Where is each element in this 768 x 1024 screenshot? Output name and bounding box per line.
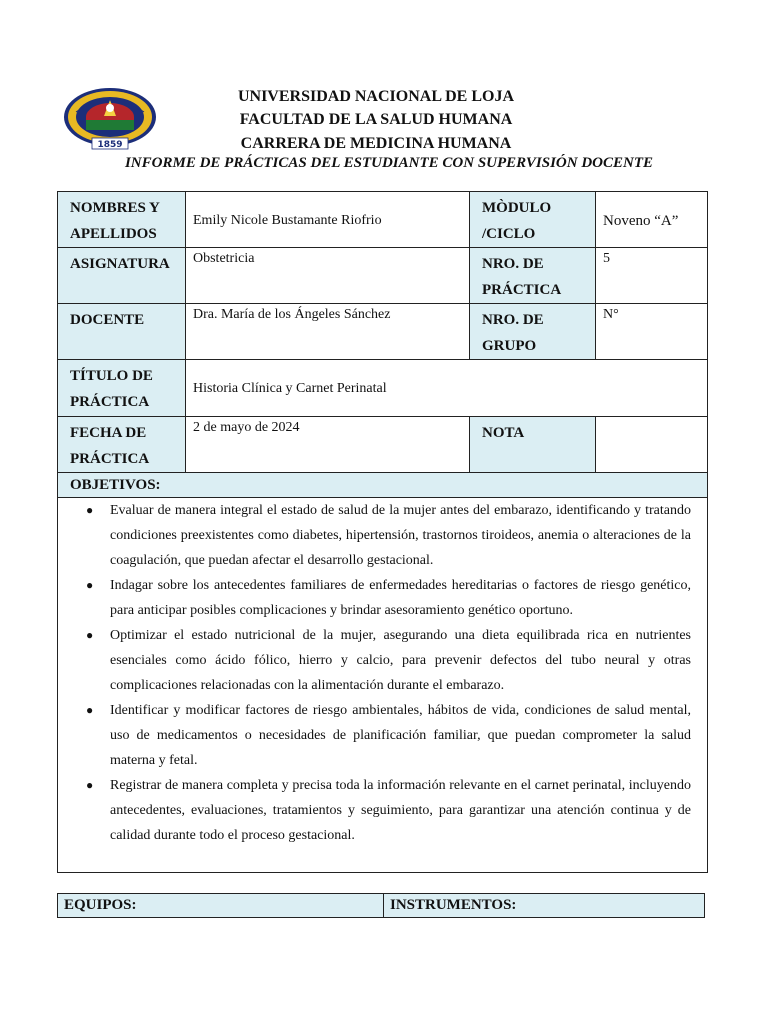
career-name: CARRERA DE MEDICINA HUMANA	[240, 135, 512, 152]
report-title: INFORME DE PRÁCTICAS DEL ESTUDIANTE CON SUPERVISIÓN DOCENTE	[124, 155, 654, 171]
subject-value: Obstetricia	[186, 248, 470, 304]
group-number-value: N°	[596, 304, 708, 360]
practice-title-label: TÍTULO DE PRÁCTICA	[58, 360, 186, 417]
bullet-icon: ●	[86, 703, 94, 717]
objectives-list	[58, 498, 707, 872]
practice-title-value: Historia Clínica y Carnet Perinatal	[186, 360, 708, 417]
university-name: UNIVERSIDAD NACIONAL DE LOJA	[237, 88, 515, 105]
equipment-label: EQUIPOS:	[58, 894, 384, 918]
faculty-name: FACULTAD DE LA SALUD HUMANA	[239, 111, 513, 128]
objective-item: ● Identificar y modificar factores de riesgo ambientales, hábitos de vida, condiciones de salud mental, uso de medicamentos o necesidades de planificación familiar, que puedan comprometer la salud materna y fetal.	[86, 698, 691, 773]
subject-label: ASIGNATURA	[58, 248, 186, 304]
objective-item: ● Optimizar el estado nutricional de la mujer, asegurando una dieta equilibrada rica en nutrientes esenciales como ácido fólico, hierro y calcio, para prevenir defectos del tubo neural y otras complicaciones relacionadas con la alimentación durante el embarazo.	[86, 623, 691, 698]
bullet-icon: ●	[86, 578, 94, 592]
group-number-label: NRO. DE GRUPO	[470, 304, 596, 360]
practice-date-label: FECHA DE PRÁCTICA	[58, 417, 186, 473]
objective-item: ● Evaluar de manera integral el estado de salud de la mujer antes del embarazo, identificando y tratando condiciones preexistentes como diabetes, hipertensión, trastornos tiroideos, anemia o alteraciones de la coagulación, que puedan afectar el desarrollo gestacional.	[86, 498, 691, 573]
grade-label: NOTA	[470, 417, 596, 473]
logo-year: 1859	[97, 140, 123, 150]
objective-item: ● Registrar de manera completa y precisa toda la información relevante en el carnet perinatal, incluyendo antecedentes, evaluaciones, tratamientos y seguimiento, para garantizar una atención continua y de calidad durante todo el proceso gestacional.	[86, 773, 691, 848]
practice-number-label: NRO. DE PRÁCTICA	[470, 248, 596, 304]
names-label: NOMBRES Y APELLIDOS	[58, 192, 186, 248]
practice-date-value: 2 de mayo de 2024	[186, 417, 470, 473]
bullet-icon: ●	[86, 778, 94, 792]
practice-info-table	[57, 191, 708, 873]
module-label: MÒDULO /CICLO	[470, 192, 596, 248]
objectives-cell	[58, 498, 708, 873]
resources-table	[57, 893, 705, 918]
names-value: Emily Nicole Bustamante Riofrio	[186, 192, 470, 248]
practice-number-value: 5	[596, 248, 708, 304]
grade-value	[596, 417, 708, 473]
bullet-icon: ●	[86, 503, 94, 517]
module-value: Noveno “A”	[596, 192, 708, 248]
objective-item: ● Indagar sobre los antecedentes familiares de enfermedades hereditarias o factores de riesgo genético, para anticipar posibles complicaciones y brindar asesoramiento genético oportuno.	[86, 573, 691, 623]
objectives-label: OBJETIVOS:	[58, 473, 708, 498]
teacher-label: DOCENTE	[58, 304, 186, 360]
teacher-value: Dra. María de los Ángeles Sánchez	[186, 304, 470, 360]
instruments-label: INSTRUMENTOS:	[384, 894, 705, 918]
bullet-icon: ●	[86, 628, 94, 642]
